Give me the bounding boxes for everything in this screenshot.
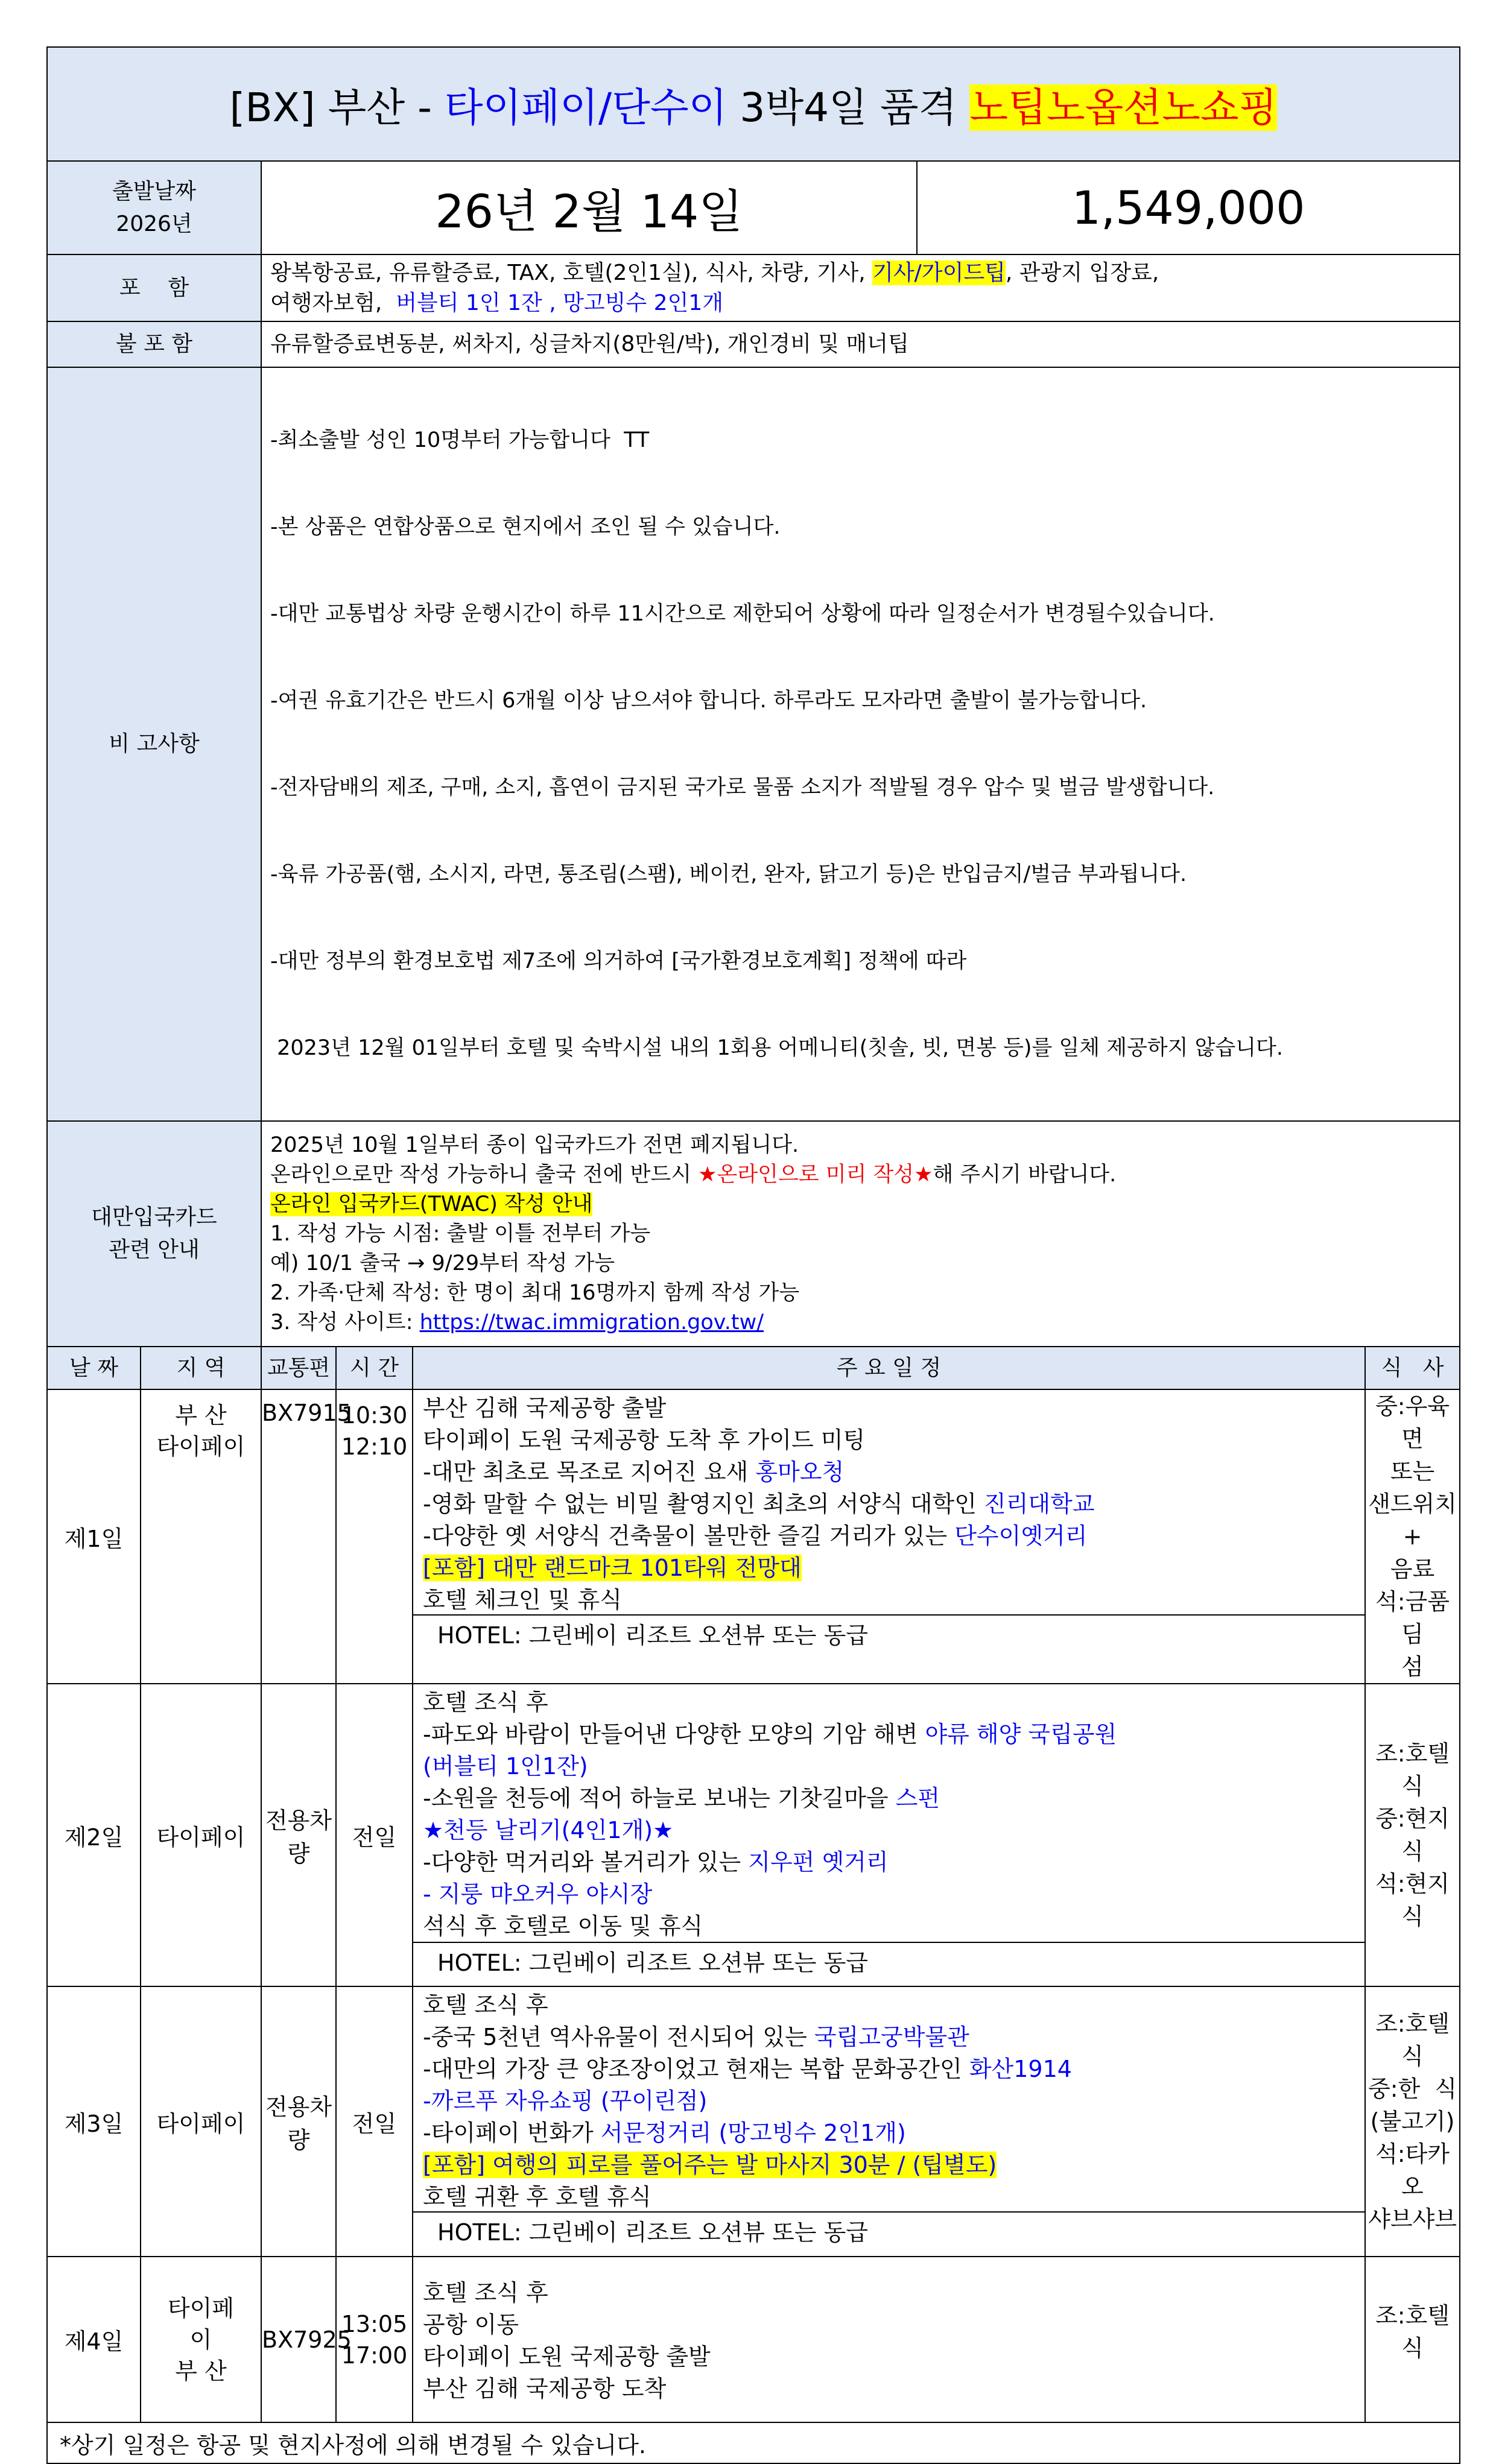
day3-text: -대만의 가장 큰 양조장이었고 현재는 복합 문화공간인 <box>423 2056 969 2082</box>
meal-line: 조:호텔식 <box>1375 2011 1450 2070</box>
day1-transport: BX7915 <box>261 1389 336 1684</box>
meal-line: 샌드위치+ <box>1368 1491 1457 1550</box>
day4-itinerary-lines <box>413 2275 1364 2405</box>
remark-line: -육류 가공품(햄, 소시지, 라면, 통조림(스팸), 베이컨, 완자, 닭고기 등)은 반입금지/벌금 부과됩니다. <box>270 862 1187 886</box>
day3-meal <box>1365 1986 1460 2257</box>
day1-line <box>423 1520 1355 1552</box>
meal-line: (불고기) <box>1370 2108 1455 2135</box>
day3-itinerary-lines <box>413 1987 1364 2211</box>
departure-label-line1: 출발날짜 <box>112 178 197 204</box>
header-transport: 교통편 <box>261 1347 336 1389</box>
day3-transport: 전용차량 <box>261 1986 336 2257</box>
included-content <box>261 254 1460 321</box>
day1-spot-hongmaocheng: 홍마오청 <box>755 1459 845 1485</box>
footer-note: *상기 일정은 항공 및 현지사정에 의해 변경될 수 있습니다. <box>47 2422 1460 2463</box>
day1-time-arrive: 12:10 <box>341 1433 408 1460</box>
meal-line: 조:호텔식 <box>1375 1740 1450 1799</box>
day1-line: 호텔 체크인 및 휴식 <box>423 1587 622 1613</box>
excluded-content: 유류할증료변동분, 써차지, 싱글차지(8만원/박), 개인경비 및 매너팁 <box>261 321 1460 367</box>
day4-region-line: 타이페 <box>167 2295 235 2322</box>
meal-line: 중:한 식 <box>1368 2076 1457 2102</box>
meal-line: 섬 <box>1401 1654 1424 1680</box>
twac-link[interactable]: https://twac.immigration.gov.tw/ <box>419 1310 764 1335</box>
remarks-row <box>47 367 1460 1121</box>
day2-text: -다양한 먹거리와 볼거리가 있는 <box>423 1849 749 1875</box>
day3-text: -타이페이 번화가 <box>423 2120 601 2146</box>
day2-line <box>423 1846 1355 1878</box>
day3-line <box>423 2053 1355 2085</box>
departure-label-line2: 2026년 <box>116 211 192 236</box>
included-label: 포 함 <box>47 254 261 321</box>
meal-line: 석:타카오 <box>1375 2141 1450 2200</box>
arrival-card-line <box>270 1190 1451 1219</box>
day2-text: -소원을 천등에 적어 하늘로 보내는 기찻길마을 <box>423 1785 896 1812</box>
day3-text: -중국 5천년 역사유물이 전시되어 있는 <box>423 2024 814 2050</box>
arrival-card-line: 2025년 10월 1일부터 종이 입국카드가 전면 폐지됩니다. <box>270 1132 799 1157</box>
included-line1 <box>270 258 1451 288</box>
included-text-end: , 관광지 입장료, <box>1005 260 1159 285</box>
header-time: 시 간 <box>336 1347 413 1389</box>
meal-line: 석:현지식 <box>1375 1871 1450 1930</box>
day1-line <box>423 1456 1355 1488</box>
arrival-card-line: 2. 가족·단체 작성: 한 명이 최대 16명까지 함께 작성 가능 <box>270 1280 800 1305</box>
day4-time <box>336 2257 413 2422</box>
remark-line: -대만 정부의 환경보호법 제7조에 의거하여 [국가환경보호계획] 정책에 따라 <box>270 949 967 973</box>
arrival-card-heading: 온라인 입국카드(TWAC) 작성 안내 <box>270 1192 593 1216</box>
day2-line: 석식 후 호텔로 이동 및 휴식 <box>423 1913 703 1939</box>
title-row <box>47 47 1460 161</box>
title-destination: 타이페이/단수이 <box>444 84 727 131</box>
arrival-card-text-end: 해 주시기 바랍니다. <box>933 1162 1117 1187</box>
day3-region: 타이페이 <box>141 1986 261 2257</box>
day1-row <box>47 1389 1460 1684</box>
day1-text: -다양한 옛 서양식 건축물이 볼만한 즐길 거리가 있는 <box>423 1523 955 1549</box>
title-route: [BX] 부산 - <box>229 84 445 131</box>
day1-itinerary-lines <box>413 1390 1364 1614</box>
header-date: 날 짜 <box>47 1347 141 1389</box>
day4-line: 부산 김해 국제공항 도착 <box>423 2375 667 2402</box>
included-text: 왕복항공료, 유류할증료, TAX, 호텔(2인1실), 식사, 차량, 기사, <box>270 260 873 285</box>
arrival-card-label-line2: 관련 안내 <box>109 1237 200 1262</box>
day1-region-origin: 부 산 <box>175 1402 227 1429</box>
remark-line: -전자담배의 제조, 구매, 소지, 흡연이 금지된 국가로 물품 소지가 적발될 경우 압수 및 벌금 발생합니다. <box>270 776 1215 800</box>
day2-spot-yehliu: 야류 해양 국립공원 <box>925 1721 1117 1748</box>
day3-included-foot-massage: [포함] 여행의 피로를 풀어주는 발 마사지 30분 / (팁별도) <box>423 2152 997 2178</box>
arrival-card-text: 온라인으로만 작성 가능하니 출국 전에 반드시 <box>270 1162 699 1187</box>
day1-label: 제1일 <box>47 1389 141 1684</box>
header-region: 지 역 <box>141 1347 261 1389</box>
day3-line <box>423 2149 1355 2181</box>
remark-line: -대만 교통법상 차량 운행시간이 하루 11시간으로 제한되어 상황에 따라 일정순서가 변경될수있습니다. <box>270 602 1215 626</box>
excluded-row <box>47 321 1460 367</box>
day3-spot-huashan: 화산1914 <box>969 2056 1072 2082</box>
arrival-card-notice: ★온라인으로 미리 작성★ <box>698 1162 933 1187</box>
day2-region: 타이페이 <box>141 1684 261 1986</box>
day1-included-101tower: [포함] 대만 랜드마크 101타워 전망대 <box>423 1555 802 1581</box>
remarks-label: 비 고사항 <box>47 367 261 1121</box>
day4-region-destination: 부 산 <box>175 2357 227 2384</box>
arrival-card-line: 예) 10/1 출국 → 9/29부터 작성 가능 <box>270 1251 615 1275</box>
day3-spot-ximending: 서문정거리 (망고빙수 2인1개) <box>600 2120 906 2146</box>
departure-row <box>47 161 1460 254</box>
day1-spot-aletheia: 진리대학교 <box>984 1491 1095 1517</box>
day4-time-depart: 13:05 <box>341 2310 408 2337</box>
day1-time-depart: 10:30 <box>341 1402 408 1429</box>
day2-hotel: HOTEL: 그린베이 리조트 오션뷰 또는 동급 <box>413 1942 1364 1983</box>
title-no-tip-option-shopping: 노팁노옵션노쇼핑 <box>969 84 1278 131</box>
day4-region <box>141 2257 261 2422</box>
day1-time <box>336 1389 413 1684</box>
day2-line <box>423 1783 1355 1815</box>
tour-price: 1,549,000 <box>917 161 1460 254</box>
day3-line <box>423 2021 1355 2053</box>
day1-region-destination: 타이페이 <box>156 1433 246 1460</box>
day3-hotel: HOTEL: 그린베이 리조트 오션뷰 또는 동급 <box>413 2211 1364 2252</box>
day2-text: -파도와 바람이 만들어낸 다양한 모양의 기암 해변 <box>423 1721 925 1748</box>
footer-row <box>47 2422 1460 2463</box>
excluded-label: 불 포 함 <box>47 321 261 367</box>
day4-transport: BX7925 <box>261 2257 336 2422</box>
meal-line: 석:금품딤 <box>1375 1588 1450 1647</box>
remark-line: -최소출발 성인 10명부터 가능합니다 TT <box>270 428 650 452</box>
day4-line: 호텔 조식 후 <box>423 2279 548 2306</box>
day2-line <box>423 1719 1355 1751</box>
arrival-card-label-line1: 대만입국카드 <box>91 1205 217 1230</box>
meal-line: 음료 <box>1390 1556 1435 1582</box>
header-meal: 식 사 <box>1365 1347 1460 1389</box>
day1-hotel: HOTEL: 그린베이 리조트 오션뷰 또는 동급 <box>413 1614 1364 1655</box>
day3-line <box>423 2117 1355 2149</box>
day4-line: 공항 이동 <box>423 2311 519 2338</box>
day1-itinerary <box>413 1389 1365 1684</box>
day3-row <box>47 1986 1460 2257</box>
document-title <box>47 47 1460 161</box>
day4-time-arrive: 17:00 <box>341 2342 408 2369</box>
remark-line: -본 상품은 연합상품으로 현지에서 조인 될 수 있습니다. <box>270 515 781 539</box>
meal-line: 또는 <box>1390 1458 1435 1485</box>
day2-sky-lantern: ★천등 날리기(4인1개)★ <box>423 1817 674 1843</box>
day2-spot-keelung-market: - 지룽 먀오커우 야시장 <box>423 1881 653 1907</box>
remarks-content <box>261 367 1460 1121</box>
departure-label <box>47 161 261 254</box>
day1-spot-danshui: 단수이옛거리 <box>954 1523 1088 1549</box>
day2-bubble-tea: (버블티 1인1잔) <box>423 1753 588 1780</box>
day3-spot-palace-museum: 국립고궁박물관 <box>814 2024 969 2050</box>
day2-label: 제2일 <box>47 1684 141 1986</box>
day3-label: 제3일 <box>47 1986 141 2257</box>
day2-meal <box>1365 1684 1460 1986</box>
day4-meal: 조:호텔식 <box>1365 2257 1460 2422</box>
meal-line: 중:우육면 <box>1375 1393 1450 1452</box>
day4-row <box>47 2257 1460 2422</box>
arrival-card-site-label: 3. 작성 사이트: <box>270 1310 420 1335</box>
day3-time: 전일 <box>336 1986 413 2257</box>
remark-line: -여권 유효기간은 반드시 6개월 이상 남으셔야 합니다. 하루라도 모자라면 출발이 불가능합니다. <box>270 689 1147 713</box>
day2-itinerary-lines <box>413 1684 1364 1942</box>
included-insurance: 여행자보험, <box>270 290 396 315</box>
arrival-card-content <box>261 1121 1460 1347</box>
day4-region-line: 이 <box>189 2326 212 2353</box>
day2-spot-jiufen: 지우펀 옛거리 <box>748 1849 889 1875</box>
day2-spot-shifen: 스펀 <box>895 1785 940 1812</box>
day1-region <box>141 1389 261 1684</box>
day1-line <box>423 1488 1355 1520</box>
day3-carrefour-shopping: -까르푸 자유쇼핑 (꾸이린점) <box>423 2088 708 2114</box>
day1-line <box>423 1552 1355 1584</box>
day4-line: 타이페이 도원 국제공항 출발 <box>423 2343 711 2370</box>
day3-line: 호텔 조식 후 <box>423 1992 548 2018</box>
included-line2 <box>270 288 1451 318</box>
day1-meal <box>1365 1389 1460 1684</box>
arrival-card-line <box>270 1308 1451 1338</box>
day4-itinerary <box>413 2257 1365 2422</box>
arrival-card-line <box>270 1160 1451 1190</box>
title-duration: 3박4일 품격 <box>727 84 970 131</box>
itinerary-document <box>46 46 1460 2464</box>
remark-line: 2023년 12월 01일부터 호텔 및 숙박시설 내의 1회용 어메니티(칫솔, 빗, 면봉 등)를 일체 제공하지 않습니다. <box>270 1036 1283 1060</box>
day2-line: 호텔 조식 후 <box>423 1689 548 1716</box>
day1-line: 타이페이 도원 국제공항 도착 후 가이드 미팅 <box>423 1427 866 1453</box>
day1-text: -영화 말할 수 없는 비밀 촬영지인 최초의 서양식 대학인 <box>423 1491 984 1517</box>
day2-transport: 전용차량 <box>261 1684 336 1986</box>
meal-line: 샤브샤브 <box>1368 2206 1457 2232</box>
departure-date: 26년 2월 14일 <box>261 161 917 254</box>
meal-line: 중:현지식 <box>1375 1805 1450 1865</box>
day2-row <box>47 1684 1460 1986</box>
day3-itinerary <box>413 1986 1365 2257</box>
arrival-card-row <box>47 1121 1460 1347</box>
included-row <box>47 254 1460 321</box>
header-itinerary: 주 요 일 정 <box>413 1347 1365 1389</box>
day2-time: 전일 <box>336 1684 413 1986</box>
day1-line: 부산 김해 국제공항 출발 <box>423 1395 667 1421</box>
included-bonus: 버블티 1인 1잔 , 망고빙수 2인1개 <box>396 290 724 315</box>
included-guide-tip: 기사/가이드팁 <box>872 260 1006 285</box>
day3-line: 호텔 귀환 후 호텔 휴식 <box>423 2184 651 2210</box>
day4-label: 제4일 <box>47 2257 141 2422</box>
day2-itinerary <box>413 1684 1365 1986</box>
arrival-card-line: 1. 작성 가능 시점: 출발 이틀 전부터 가능 <box>270 1221 651 1246</box>
arrival-card-label <box>47 1121 261 1347</box>
day1-text: -대만 최초로 목조로 지어진 요새 <box>423 1459 756 1485</box>
schedule-header-row <box>47 1347 1460 1389</box>
